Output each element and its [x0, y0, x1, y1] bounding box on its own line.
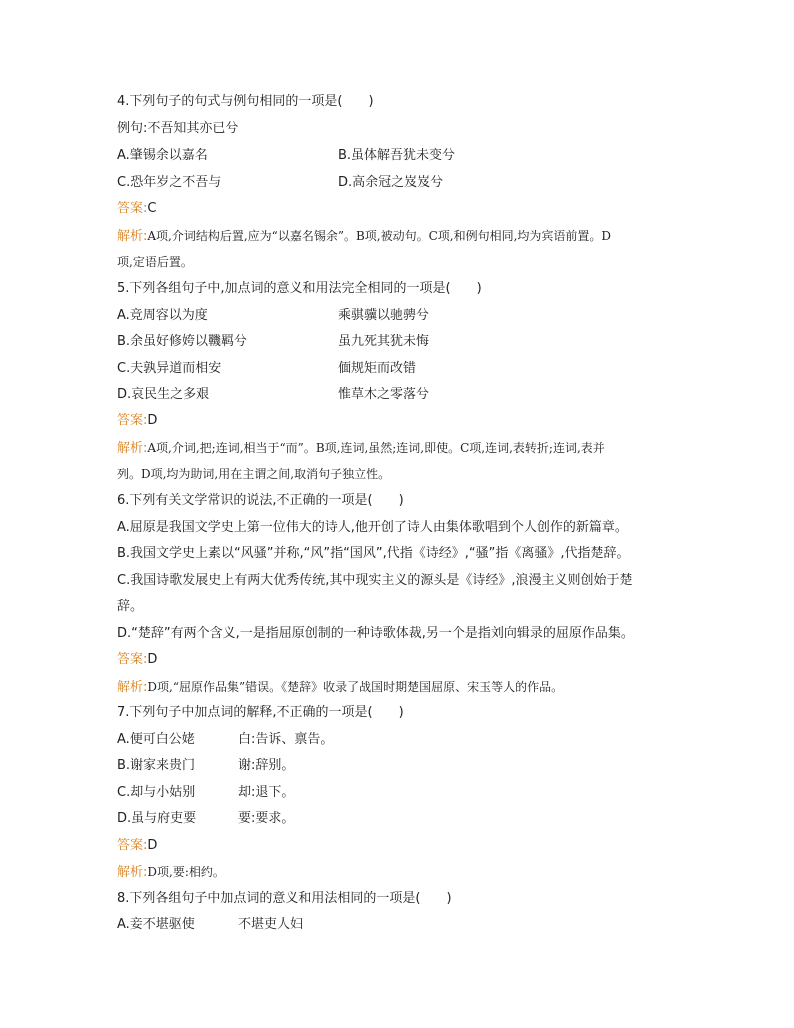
- explanation-label: 解析:: [117, 865, 148, 880]
- q4-option-c: C.恐年岁之不吾与: [117, 175, 222, 190]
- q7-answer: [117, 838, 157, 854]
- q5-row-b-left: B.余虽好修姱以鞿羁兮: [117, 334, 248, 349]
- q7-row-c-left: C.却与小姑别: [117, 785, 196, 800]
- q6-option-a: A.屈原是我国文学史上第一位伟大的诗人,他开创了诗人由集体歌唱到个人创作的新篇章。: [117, 520, 628, 535]
- q7-explanation: [117, 864, 225, 881]
- q4-answer: [117, 201, 156, 217]
- q7-row-b-left: B.谢家来贵门: [117, 758, 196, 773]
- answer-label: 答案:: [117, 201, 148, 216]
- q7-row-b-right: 谢:辞别。: [238, 758, 295, 773]
- explanation-label: 解析:: [117, 680, 148, 695]
- q6-stem: 6.下列有关文学常识的说法,不正确的一项是( ): [117, 493, 404, 508]
- answer-value: C: [147, 201, 157, 216]
- explanation-text: D项,要:相约。: [147, 865, 225, 879]
- q4-option-d: D.高余冠之岌岌兮: [338, 175, 444, 190]
- q4-option-a: A.肇锡余以嘉名: [117, 148, 208, 163]
- q6-answer: [117, 652, 157, 668]
- q4-explanation-cont: 项,定语后置。: [117, 255, 193, 269]
- q5-row-d-right: 惟草木之零落兮: [338, 387, 430, 402]
- q5-stem: 5.下列各组句子中,加点词的意义和用法完全相同的一项是( ): [117, 281, 482, 296]
- explanation-label: 解析:: [117, 441, 148, 456]
- q6-explanation: [117, 679, 563, 696]
- q5-row-b-right: 虽九死其犹未悔: [338, 334, 430, 349]
- answer-value: D: [147, 838, 158, 853]
- q7-stem: 7.下列句子中加点词的解释,不正确的一项是( ): [117, 705, 404, 720]
- q4-stem: 4.下列句子的句式与例句相同的一项是( ): [117, 94, 374, 109]
- q5-explanation: [117, 440, 605, 457]
- q6-option-c-cont: 辞。: [117, 599, 144, 614]
- q7-row-c-right: 却:退下。: [238, 785, 295, 800]
- answer-label: 答案:: [117, 413, 148, 428]
- q8-stem: 8.下列各组句子中加点词的意义和用法相同的一项是( ): [117, 891, 452, 906]
- q7-row-d-left: D.虽与府吏要: [117, 811, 197, 826]
- q5-row-d-left: D.哀民生之多艰: [117, 387, 210, 402]
- q5-explanation-cont: 列。D项,均为助词,用在主谓之间,取消句子独立性。: [117, 467, 391, 481]
- explanation-text: D项,“屈原作品集”错误。《楚辞》收录了战国时期楚国屈原、宋玉等人的作品。: [147, 680, 564, 694]
- q5-row-a-right: 乘骐骥以驰骋兮: [338, 308, 430, 323]
- q7-row-a-left: A.便可白公姥: [117, 732, 195, 747]
- q4-example: 例句:不吾知其亦已兮: [117, 121, 239, 136]
- q7-row-d-right: 要:要求。: [238, 811, 295, 826]
- q6-option-d: D.“楚辞”有两个含义,一是指屈原创制的一种诗歌体裁,另一个是指刘向辑录的屈原作品集。: [117, 626, 634, 641]
- q4-explanation: [117, 228, 611, 245]
- q5-row-c-right: 偭规矩而改错: [338, 361, 417, 376]
- q7-row-a-right: 白:告诉、禀告。: [238, 732, 334, 747]
- explanation-text: A项,介词结构后置,应为“以嘉名锡余”。B项,被动句。C项,和例句相同,均为宾语前置。D: [147, 229, 612, 243]
- q8-row-a-left: A.妾不堪驱使: [117, 917, 195, 932]
- answer-label: 答案:: [117, 838, 148, 853]
- q5-row-c-left: C.夫孰异道而相安: [117, 361, 222, 376]
- answer-value: D: [147, 652, 158, 667]
- q5-answer: [117, 413, 157, 429]
- q6-option-b: B.我国文学史上素以“风骚”并称,“风”指“国风”,代指《诗经》,“骚”指《离骚》,代指楚辞。: [117, 546, 630, 561]
- q6-option-c: C.我国诗歌发展史上有两大优秀传统,其中现实主义的源头是《诗经》,浪漫主义则创始于楚: [117, 573, 633, 588]
- explanation-label: 解析:: [117, 229, 148, 244]
- q8-row-a-right: 不堪吏人妇: [238, 917, 304, 932]
- answer-label: 答案:: [117, 652, 148, 667]
- q4-option-b: B.虽体解吾犹未变兮: [338, 148, 456, 163]
- explanation-text: A项,介词,把;连词,相当于“而”。B项,连词,虽然;连词,即使。C项,连词,表转折;连词,表并: [147, 441, 605, 455]
- q5-row-a-left: A.竞周容以为度: [117, 308, 208, 323]
- answer-value: D: [147, 413, 158, 428]
